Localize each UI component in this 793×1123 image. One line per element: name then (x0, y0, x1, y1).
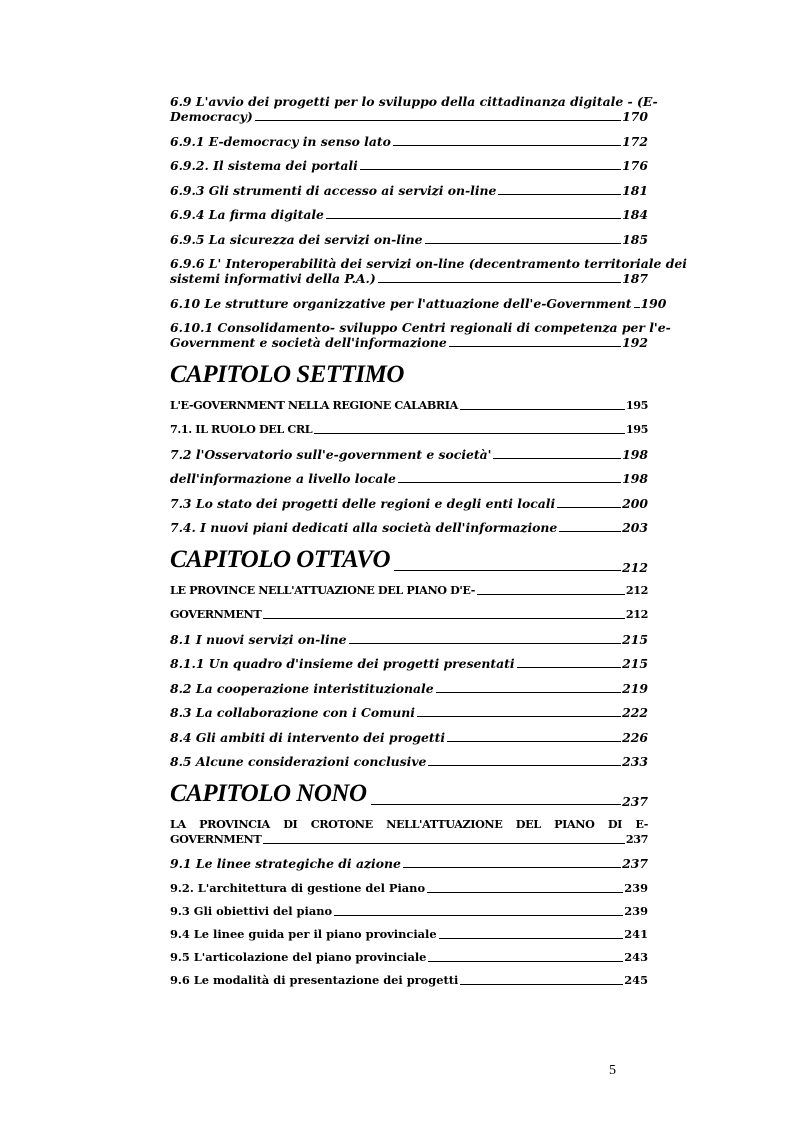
toc-entry-page: 233 (622, 754, 648, 769)
dot-leader (334, 915, 623, 916)
toc-entry-page: 222 (622, 705, 648, 720)
toc-entry[interactable] (170, 320, 671, 350)
toc-entry-title: L'E-GOVERNMENT NELLA REGIONE CALABRIA (170, 397, 458, 412)
toc-entry[interactable] (170, 295, 667, 311)
toc-entry-title: 8.5 Alcune considerazioni conclusive (170, 754, 427, 769)
toc-entry-page: 192 (622, 335, 648, 350)
dot-leader (378, 282, 621, 283)
toc-entry-title-cont: Government e società dell'informazione (170, 335, 447, 350)
toc-entry-title: 6.9.5 La sicurezza dei servizi on-line (170, 231, 423, 247)
dot-leader (263, 618, 625, 619)
dot-leader (428, 765, 621, 766)
dot-leader (460, 409, 625, 410)
chapter-heading[interactable] (170, 360, 648, 390)
toc-entry[interactable] (170, 927, 648, 942)
toc-entry[interactable] (170, 158, 648, 173)
toc-entry-title: 8.4 Gli ambiti di intervento dei progetti (170, 729, 446, 745)
toc-entry-page: 203 (622, 520, 648, 535)
toc-entry[interactable] (170, 904, 648, 919)
toc-entry-page: 184 (622, 207, 648, 222)
dot-leader (427, 892, 623, 893)
toc-entry[interactable] (170, 856, 648, 871)
toc-entry[interactable] (170, 632, 648, 647)
toc-entry-title: 6.9.1 E-democracy in senso lato (170, 133, 391, 149)
dot-leader (634, 307, 640, 308)
toc-entry-title: GOVERNMENT (170, 607, 262, 621)
toc-entry-page: 245 (624, 973, 648, 988)
toc-entry[interactable] (170, 730, 648, 745)
toc-entry-page: 190 (640, 295, 667, 311)
toc-entry[interactable] (170, 681, 648, 696)
dot-leader (477, 594, 625, 595)
toc-entry[interactable] (170, 520, 648, 535)
toc-entry-title: 8.1 I nuovi servizi on-line (170, 631, 347, 647)
dot-leader (436, 692, 621, 693)
toc-entry-title: 9.6 Le modalità di presentazione dei progetti (170, 973, 459, 988)
toc-entry-title-cont: GOVERNMENT (170, 831, 262, 846)
dot-leader (314, 433, 625, 434)
table-of-contents (170, 94, 687, 996)
chapter-title: CAPITOLO OTTAVO (170, 545, 391, 573)
dot-leader (460, 984, 623, 985)
toc-entry[interactable] (170, 881, 648, 896)
dot-leader (517, 667, 622, 668)
toc-entry-title: 9.3 Gli obiettivi del piano (170, 903, 333, 918)
toc-entry-page: 237 (622, 856, 648, 871)
toc-entry-title: LE PROVINCE NELL'ATTUAZIONE DEL PIANO D'E- (170, 582, 476, 597)
dot-leader (371, 804, 622, 805)
toc-entry-title: 7.1. IL RUOLO DEL CRL (170, 422, 313, 436)
chapter-page: 237 (622, 793, 648, 809)
toc-entry[interactable] (170, 183, 648, 198)
toc-entry-page: 237 (625, 831, 648, 846)
toc-entry-page: 172 (622, 133, 648, 149)
toc-entry[interactable] (170, 973, 648, 988)
dot-leader (493, 458, 621, 459)
toc-entry-page: 200 (622, 495, 648, 511)
toc-entry-page: 212 (625, 607, 648, 621)
toc-entry-title: 9.2. L'architettura di gestione del Piano (170, 880, 426, 895)
toc-entry-page: 239 (624, 903, 648, 918)
toc-entry[interactable] (170, 705, 648, 720)
toc-entry-page: 212 (625, 582, 648, 597)
toc-entry-title: 7.4. I nuovi piani dedicati alla società dell'informazione (170, 520, 558, 535)
dot-leader (360, 169, 621, 170)
toc-entry[interactable] (170, 754, 648, 769)
toc-entry[interactable] (170, 422, 648, 437)
toc-entry-title-cont: Democracy) (170, 109, 253, 124)
toc-entry[interactable] (170, 496, 648, 511)
dot-leader (394, 570, 621, 571)
toc-entry-title: 8.1.1 Un quadro d'insieme dei progetti presentati (170, 656, 515, 671)
toc-entry-page: 181 (622, 182, 648, 198)
dot-leader (557, 507, 621, 508)
toc-entry-page: 198 (622, 446, 648, 462)
toc-entry-page: 219 (622, 680, 648, 696)
toc-entry-title: 6.9 L'avvio dei progetti per lo sviluppo della cittadinanza digitale - (E- (170, 94, 658, 109)
dot-leader (559, 531, 621, 532)
toc-entry-page: 215 (622, 656, 648, 671)
dot-leader (398, 482, 621, 483)
toc-entry[interactable] (170, 207, 648, 222)
toc-entry-page: 243 (624, 950, 648, 965)
dot-leader (393, 145, 621, 146)
dot-leader (449, 346, 621, 347)
toc-entry-page: 215 (622, 631, 648, 647)
toc-entry-page: 170 (622, 109, 648, 124)
dot-leader (425, 243, 622, 244)
toc-entry-title: 6.9.3 Gli strumenti di accesso ai servizi on-line (170, 182, 497, 198)
toc-entry[interactable] (170, 656, 648, 671)
dot-leader (255, 120, 621, 121)
toc-entry-title: 6.9.4 La firma digitale (170, 207, 324, 222)
toc-entry[interactable] (170, 94, 658, 124)
toc-entry-page: 195 (625, 397, 648, 412)
toc-entry-page: 241 (624, 926, 648, 941)
toc-entry[interactable] (170, 607, 648, 622)
dot-leader (349, 643, 622, 644)
toc-entry[interactable] (170, 256, 687, 286)
toc-entry-title: 8.3 La collaborazione con i Comuni (170, 705, 415, 720)
toc-entry-title: dell'informazione a livello locale (170, 471, 396, 486)
toc-entry[interactable] (170, 447, 648, 462)
toc-entry-page: 195 (625, 422, 648, 436)
toc-entry-page: 187 (622, 271, 648, 286)
toc-entry-title: 7.2 l'Osservatorio sull'e-government e società' (170, 446, 492, 462)
toc-entry[interactable] (170, 398, 648, 413)
toc-entry[interactable] (170, 817, 648, 847)
dot-leader (263, 843, 625, 844)
toc-entry-page: 198 (622, 471, 648, 486)
toc-entry-page: 185 (622, 231, 648, 247)
toc-entry-title: 9.5 L'articolazione del piano provinciale (170, 950, 427, 965)
toc-entry-page: 239 (624, 880, 648, 895)
toc-entry-title: LA PROVINCIA DI CROTONE NELL'ATTUAZIONE DEL PIANO DI E- (170, 816, 648, 831)
chapter-heading[interactable] (170, 545, 648, 575)
dot-leader (447, 741, 621, 742)
chapter-page: 212 (622, 559, 648, 575)
toc-entry-title: 7.3 Lo stato dei progetti delle regioni e degli enti locali (170, 495, 556, 511)
toc-entry-title: 6.9.6 L' Interoperabilità dei servizi on-line (decentramento territoriale dei (170, 256, 687, 271)
toc-entry-title: 6.9.2. Il sistema dei portali (170, 158, 358, 173)
page-number: 5 (609, 1063, 616, 1078)
toc-entry[interactable] (170, 232, 648, 247)
toc-entry[interactable] (170, 583, 648, 598)
toc-entry-title: 6.10.1 Consolidamento- sviluppo Centri regionali di competenza per l'e- (170, 320, 671, 335)
toc-entry-title: 8.2 La cooperazione interistituzionale (170, 680, 434, 696)
dot-leader (417, 716, 621, 717)
dot-leader (403, 867, 621, 868)
chapter-title: CAPITOLO NONO (170, 779, 367, 807)
dot-leader (428, 961, 623, 962)
toc-entry[interactable] (170, 471, 648, 486)
toc-entry-title-cont: sistemi informativi della P.A.) (170, 271, 376, 286)
toc-entry-title: 9.1 Le linee strategiche di azione (170, 856, 401, 871)
dot-leader (439, 938, 624, 939)
dot-leader (326, 218, 621, 219)
chapter-heading[interactable] (170, 779, 648, 809)
toc-entry-page: 226 (622, 729, 648, 745)
toc-entry-title: 9.4 Le linee guida per il piano provinciale (170, 926, 437, 941)
toc-entry-page: 176 (622, 158, 648, 173)
dot-leader (498, 194, 621, 195)
toc-entry[interactable] (170, 950, 648, 965)
toc-entry[interactable] (170, 134, 648, 149)
chapter-title: CAPITOLO SETTIMO (170, 360, 404, 388)
toc-entry-title: 6.10 Le strutture organizzative per l'attuazione dell'e-Government (170, 295, 632, 311)
